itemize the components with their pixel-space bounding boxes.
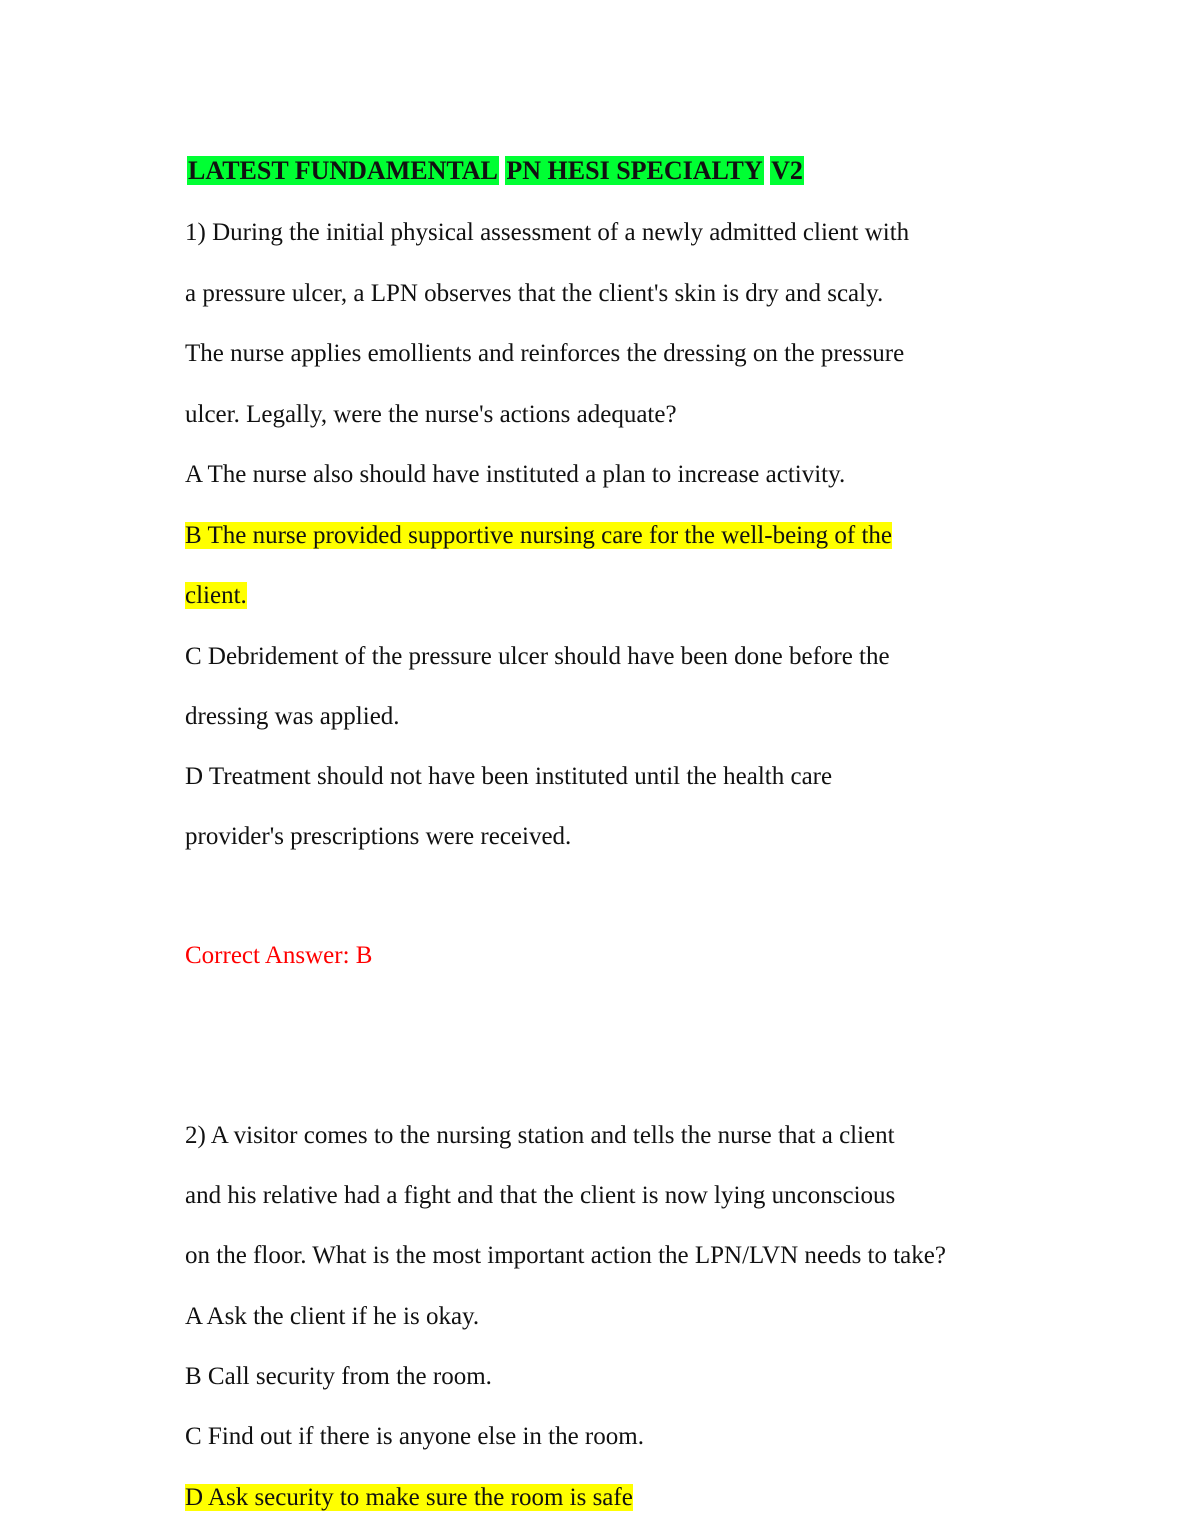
q1-correct-answer: Correct Answer: B	[185, 942, 373, 969]
q2-option-b: B Call security from the room.	[185, 1363, 492, 1390]
q1-option-b-text-1: B The nurse provided supportive nursing care for the well-being of the	[185, 522, 892, 549]
q1-stem-line-4: ulcer. Legally, were the nurse's actions adequate?	[185, 401, 677, 428]
q2-stem-line-3: on the floor. What is the most important action the LPN/LVN needs to take?	[185, 1242, 946, 1269]
title-part-3: V2	[771, 156, 803, 185]
q1-option-d-line-1: D Treatment should not have been instituted until the health care	[185, 763, 833, 790]
q1-option-c-line-1: C Debridement of the pressure ulcer should have been done before the	[185, 643, 890, 670]
q2-stem-line-1: 2) A visitor comes to the nursing station and tells the nurse that a client	[185, 1122, 895, 1149]
q2-option-c: C Find out if there is anyone else in the room.	[185, 1423, 644, 1450]
title-part-1: LATEST FUNDAMENTAL	[188, 156, 498, 185]
q1-option-a: A The nurse also should have instituted a plan to increase activity.	[185, 461, 846, 488]
q1-option-d-line-2: provider's prescriptions were received.	[185, 823, 572, 850]
q1-option-b-line-2	[185, 581, 247, 611]
document-title	[187, 155, 804, 187]
q1-stem-line-3: The nurse applies emollients and reinforces the dressing on the pressure	[185, 340, 905, 367]
q2-stem-line-2: and his relative had a fight and that the client is now lying unconscious	[185, 1182, 896, 1209]
title-part-2: PN HESI SPECIALTY	[506, 156, 763, 185]
q1-stem-line-2: a pressure ulcer, a LPN observes that the client's skin is dry and scaly.	[185, 280, 884, 307]
q2-option-d: D Ask security to make sure the room is safe	[185, 1484, 633, 1511]
q2-option-a: A Ask the client if he is okay.	[185, 1303, 480, 1330]
q1-option-b-text-2: client.	[185, 582, 247, 609]
q1-option-b-line-1	[185, 521, 892, 551]
q1-stem-line-1: 1) During the initial physical assessment of a newly admitted client with	[185, 219, 910, 246]
q2-option-d-line	[185, 1483, 633, 1513]
q1-option-c-line-2: dressing was applied.	[185, 703, 400, 730]
